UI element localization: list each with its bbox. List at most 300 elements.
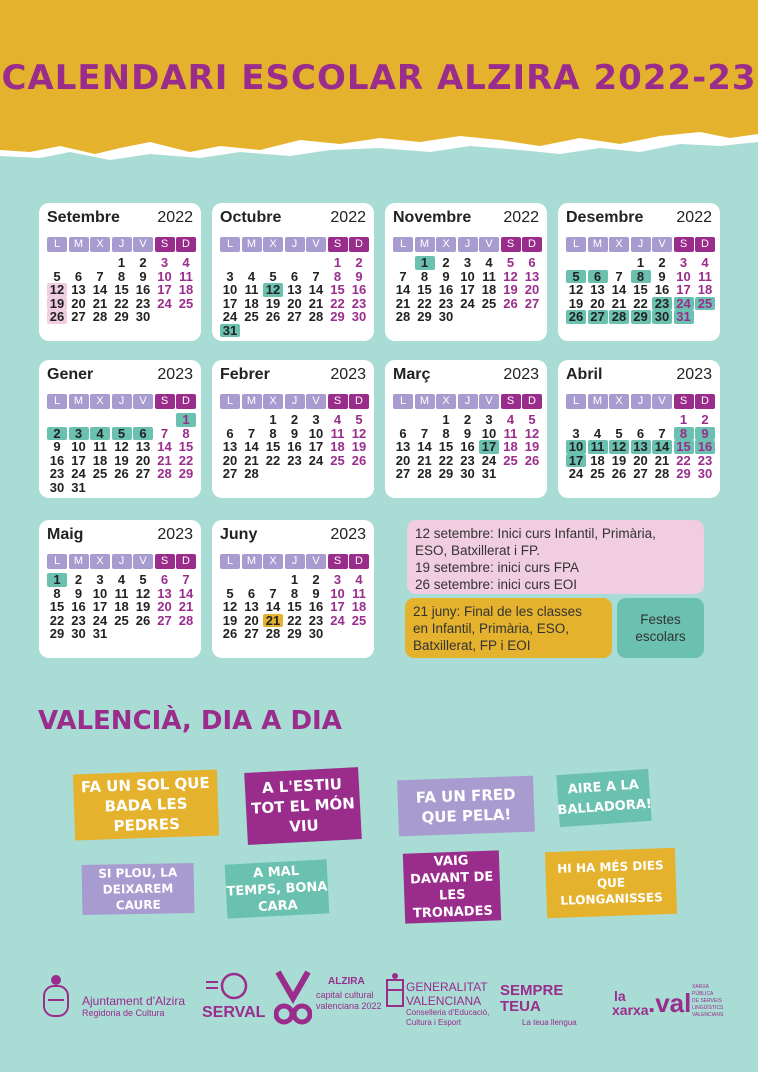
day-header: S [155,554,175,569]
day-cell: 14 [611,282,627,297]
day-cell: 22 [676,452,691,468]
day-cell: 26 [222,626,238,641]
day-header: D [176,554,196,569]
day-cell: 8 [420,268,429,284]
generalitat-2: VALENCIANA [406,994,482,1008]
day-cell: 31 [674,310,694,324]
month-grid [220,554,366,641]
day-cell: 11 [244,282,259,297]
day-header: M [415,394,435,409]
day-header: D [176,237,196,252]
day-cell: 21 [178,599,194,614]
day-cell: 29 [330,309,345,324]
day-cell: 25 [178,295,194,311]
day-cell: 2 [139,255,147,270]
note-line: 21 juny: Final de les classes [413,604,582,619]
day-cell: 2 [47,427,67,441]
day-cell: 26 [566,310,586,324]
day-cell: 6 [226,425,234,441]
day-cell: 17 [479,440,499,454]
day-cell: 6 [160,572,169,587]
month-grid [47,237,193,324]
day-cell: 5 [226,585,234,601]
bubble-text: A MAL TEMPS, BONA CARA [226,863,328,915]
month-card [39,520,201,658]
day-header: V [479,394,499,409]
day-header: V [133,237,153,252]
day-cell: 20 [590,295,605,311]
day-cell: 21 [92,295,108,311]
day-cell: 20 [244,612,259,628]
month-year: 2023 [503,366,539,383]
day-cell: 4 [355,572,363,587]
month-name: Desembre [566,209,644,226]
month-year: 2022 [330,209,366,226]
month-header [220,209,366,231]
day-cell: 18 [330,439,345,454]
day-cell: 23 [71,612,86,628]
day-cell: 5 [53,268,61,284]
day-cell: 27 [157,612,172,628]
day-header: J [112,237,132,252]
day-cell: 12 [135,585,151,601]
capital-line-2: valenciana 2022 [316,1001,382,1011]
day-cell: 6 [588,270,608,284]
generalitat-4: Cultura i Esport [406,1018,462,1027]
day-cell: 21 [308,295,324,311]
day-cell: 28 [178,612,194,628]
note-line: ESO, Batxillerat i FP. [415,543,541,558]
day-cell: 29 [49,626,65,641]
day-cell: 15 [287,599,302,614]
day-cell: 15 [49,599,65,614]
month-header [220,526,366,548]
day-cell: 28 [157,466,172,481]
day-cell: 18 [590,452,605,468]
bubble-3 [397,776,535,837]
day-cell: 5 [506,255,515,270]
day-cell: 11 [588,440,608,454]
bubble-4 [556,769,651,827]
day-header: D [695,394,715,409]
xarxa-small-5: VALENCIANS [692,1012,724,1018]
bubble-text: FA UN SOL QUE BADA LES PEDRES [80,773,210,836]
day-cell: 24 [674,297,694,311]
day-cell: 23 [438,295,454,311]
month-header [566,209,712,231]
day-cell: 14 [92,282,108,297]
day-cell: 30 [49,479,65,495]
day-cell: 27 [588,310,608,324]
alzira-icon [274,970,312,1029]
day-header: M [588,394,608,409]
day-cell: 27 [287,309,302,324]
day-header: D [349,237,369,252]
day-cell: 20 [157,599,172,614]
day-cell: 5 [355,412,363,427]
day-cell: 24 [568,466,584,481]
day-header: L [220,394,240,409]
day-cell: 1 [47,573,67,587]
day-cell: 14 [265,599,281,614]
note-line: en Infantil, Primària, ESO, [413,621,570,636]
day-cell: 23 [287,452,302,468]
day-cell: 14 [308,282,324,297]
day-header: L [393,394,413,409]
day-cell: 20 [135,452,151,468]
day-cell: 26 [114,466,129,481]
bubble-text: HI HA MÉS DIES QUE LLONGANISSES [557,858,664,908]
day-cell: 30 [697,466,713,481]
day-cell: 25 [330,452,345,468]
day-cell: 13 [631,440,651,454]
month-name: Febrer [220,366,270,383]
day-cell: 13 [395,439,411,454]
day-cell: 20 [222,452,238,468]
day-cell: 5 [615,425,623,441]
month-header [566,366,712,388]
day-header: J [112,394,132,409]
day-cell: 16 [135,282,151,297]
day-cell: 12 [351,425,367,441]
day-cell: 28 [654,466,670,481]
day-cell: 24 [481,452,497,468]
day-cell: 13 [71,282,86,297]
day-header: L [393,237,413,252]
day-cell: 14 [244,439,259,454]
month-grid [47,554,193,641]
day-cell: 7 [96,268,104,284]
day-header: V [652,394,672,409]
bubble-1 [73,770,219,841]
day-cell: 24 [308,452,324,468]
day-cell: 6 [636,425,645,441]
day-cell: 15 [438,439,454,454]
day-cell: 6 [133,427,153,441]
day-cell: 27 [395,466,411,481]
day-cell: 7 [269,585,277,601]
page-title: CALENDARI ESCOLAR ALZIRA 2022-23 [1,58,757,98]
month-name: Juny [220,526,258,543]
xarxa-small-4: LINGÜÍSTICS [692,1005,724,1011]
day-cell: 16 [49,452,65,468]
day-cell: 25 [92,466,108,481]
day-cell: 27 [633,466,648,481]
day-cell: 30 [460,466,475,481]
note-end-course [405,598,612,658]
day-cell: 10 [676,268,691,284]
day-header: L [220,237,240,252]
day-cell: 7 [182,572,190,587]
day-header: D [176,394,196,409]
day-cell: 27 [135,466,151,481]
day-cell: 9 [442,268,450,284]
day-cell: 13 [157,585,172,601]
day-cell: 1 [333,255,342,270]
month-card [385,360,547,498]
day-header: D [695,237,715,252]
day-cell: 23 [135,295,151,311]
day-cell: 19 [222,612,238,628]
day-cell: 26 [351,452,367,468]
month-grid [566,237,712,324]
xarxa-la: la [614,988,626,1004]
month-year: 2023 [157,526,193,543]
note-festes [617,598,704,658]
day-header: M [415,237,435,252]
day-cell: 22 [633,295,648,311]
day-cell: 14 [417,439,432,454]
day-header: X [90,237,110,252]
note-start-course [407,520,704,594]
day-cell: 10 [308,425,324,441]
bubble-2 [244,767,362,845]
day-cell: 11 [114,585,129,601]
day-cell: 21 [654,452,670,468]
day-header: V [133,554,153,569]
day-header: V [306,237,326,252]
month-header [47,209,193,231]
day-cell: 22 [330,295,345,311]
day-cell: 26 [47,310,67,324]
day-cell: 24 [92,612,108,628]
note-line: 26 setembre: inici curs EOI [415,577,578,592]
serval-icon [204,972,252,1005]
day-cell: 28 [244,466,259,481]
day-cell: 1 [636,255,645,270]
day-cell: 29 [417,309,432,324]
day-cell: 13 [524,268,540,284]
month-card [39,360,201,498]
day-cell: 22 [438,452,454,468]
day-cell: 4 [117,572,126,587]
day-header: X [263,394,283,409]
day-cell: 16 [654,282,670,297]
month-grid [220,394,366,481]
day-cell: 17 [71,452,86,468]
day-cell: 8 [182,425,190,441]
day-cell: 7 [615,268,623,284]
day-cell: 2 [463,412,472,427]
day-cell: 30 [135,309,151,324]
day-cell: 16 [695,440,715,454]
xarxa-small-3: DE SERVEIS [692,998,722,1004]
month-year: 2023 [676,366,712,383]
day-cell: 18 [114,599,129,614]
month-grid [393,237,539,324]
month-year: 2023 [330,366,366,383]
bubble-7 [403,850,501,923]
day-header: S [674,394,694,409]
day-header: S [328,554,348,569]
month-grid [47,394,193,494]
day-header: J [631,237,651,252]
day-cell: 11 [352,585,366,601]
day-cell: 9 [355,268,363,284]
day-cell: 19 [524,439,540,454]
day-cell: 25 [351,612,367,628]
month-grid [220,237,366,337]
day-cell: 17 [460,282,475,297]
month-year: 2023 [157,366,193,383]
day-cell: 12 [47,283,67,297]
day-header: L [566,237,586,252]
day-cell: 19 [114,452,129,468]
day-cell: 11 [179,268,193,284]
day-cell: 13 [287,282,302,297]
sempre-3: La teua llengua [522,1018,577,1027]
ajuntament-logo [38,972,74,1025]
day-header: V [479,237,499,252]
day-cell: 21 [395,295,411,311]
day-cell: 1 [679,412,688,427]
day-cell: 3 [160,255,169,270]
day-cell: 9 [74,585,83,601]
day-cell: 15 [674,440,694,454]
sempre-1: SEMPRE [500,982,564,999]
day-cell: 21 [157,452,172,468]
day-cell: 4 [506,412,515,427]
day-cell: 26 [611,466,627,481]
month-grid [566,394,712,481]
day-cell: 12 [524,425,540,441]
day-cell: 14 [395,282,411,297]
day-cell: 31 [71,479,86,495]
day-cell: 22 [114,295,129,311]
month-name: Setembre [47,209,120,226]
note-line: 19 setembre: inici curs FPA [415,560,580,575]
day-cell: 24 [157,295,172,311]
day-cell: 3 [485,412,493,427]
month-year: 2022 [676,209,712,226]
day-cell: 27 [524,295,540,311]
day-cell: 25 [590,466,605,481]
day-header: J [458,394,478,409]
day-cell: 10 [222,282,238,297]
month-name: Març [393,366,431,383]
day-cell: 6 [290,268,299,284]
day-cell: 12 [503,268,518,284]
day-cell: 17 [566,454,586,468]
day-cell: 29 [631,310,651,324]
day-cell: 2 [442,255,450,270]
day-cell: 7 [658,425,666,441]
day-cell: 16 [351,282,367,297]
day-cell: 22 [265,452,281,468]
month-card [385,203,547,341]
day-cell: 27 [71,309,86,324]
day-cell: 11 [330,425,345,441]
day-header: S [328,237,348,252]
day-cell: 9 [658,268,666,284]
day-header: D [349,394,369,409]
bubble-6 [225,859,330,918]
day-cell: 26 [135,612,151,628]
serval-name: SERVAL [202,1004,266,1021]
day-header: X [263,554,283,569]
day-cell: 29 [438,466,454,481]
day-header: X [609,237,629,252]
bubble-5 [82,863,195,915]
xarxa-val: .val [648,988,692,1018]
day-cell: 26 [503,295,518,311]
day-cell: 20 [395,452,411,468]
day-cell: 16 [71,599,86,614]
day-cell: 20 [287,295,302,311]
day-cell: 4 [333,412,342,427]
month-header [220,366,366,388]
month-name: Maig [47,526,84,543]
day-cell: 2 [658,255,666,270]
day-cell: 17 [330,599,345,614]
day-cell: 6 [247,585,256,601]
day-cell: 17 [222,295,238,311]
month-header [47,526,193,548]
day-cell: 12 [263,283,283,297]
day-cell: 4 [182,255,190,270]
xarxa-xarxa: xarxa [612,1002,649,1018]
day-cell: 13 [135,439,151,454]
day-header: V [652,237,672,252]
day-cell: 21 [611,295,627,311]
day-cell: 16 [438,282,454,297]
day-header: J [285,554,305,569]
day-cell: 19 [47,297,67,311]
bubble-8 [545,848,677,918]
day-cell: 28 [308,309,324,324]
day-cell: 1 [442,412,450,427]
day-cell: 15 [330,282,345,297]
day-cell: 9 [463,425,472,441]
month-header [393,209,539,231]
day-cell: 25 [244,309,259,324]
day-cell: 3 [463,255,472,270]
ajuntament-name: Ajuntament d'Alzira [82,994,186,1008]
day-cell: 20 [633,452,648,468]
note-line: Festes [640,612,681,627]
day-cell: 31 [92,626,108,641]
day-cell: 18 [351,599,367,614]
day-header: V [133,394,153,409]
bubble-text: AIRE A LA BALLADORA! [557,777,653,819]
day-cell: 10 [92,585,108,601]
day-cell: 16 [308,599,324,614]
regidoria-name: Regidoria de Cultura [82,1008,165,1018]
alzira-name: ALZIRA [328,976,365,987]
day-header: S [501,237,521,252]
note-line: Batxillerat, FP i EOI [413,638,531,653]
day-cell: 10 [481,425,497,441]
month-name: Abril [566,366,603,383]
day-cell: 18 [503,439,518,454]
month-name: Octubre [220,209,282,226]
day-cell: 28 [395,309,411,324]
day-cell: 28 [417,466,432,481]
day-cell: 15 [265,439,281,454]
day-header: M [242,394,262,409]
day-cell: 17 [92,599,108,614]
month-year: 2023 [330,526,366,543]
month-card [212,203,374,341]
day-cell: 15 [178,439,194,454]
day-cell: 8 [442,425,450,441]
day-cell: 2 [290,412,299,427]
day-header: X [609,394,629,409]
day-cell: 23 [697,452,713,468]
day-cell: 30 [351,309,367,324]
bubble-text: SI PLOU, LA DEIXAREM CAURE [98,865,178,913]
day-cell: 16 [287,439,302,454]
